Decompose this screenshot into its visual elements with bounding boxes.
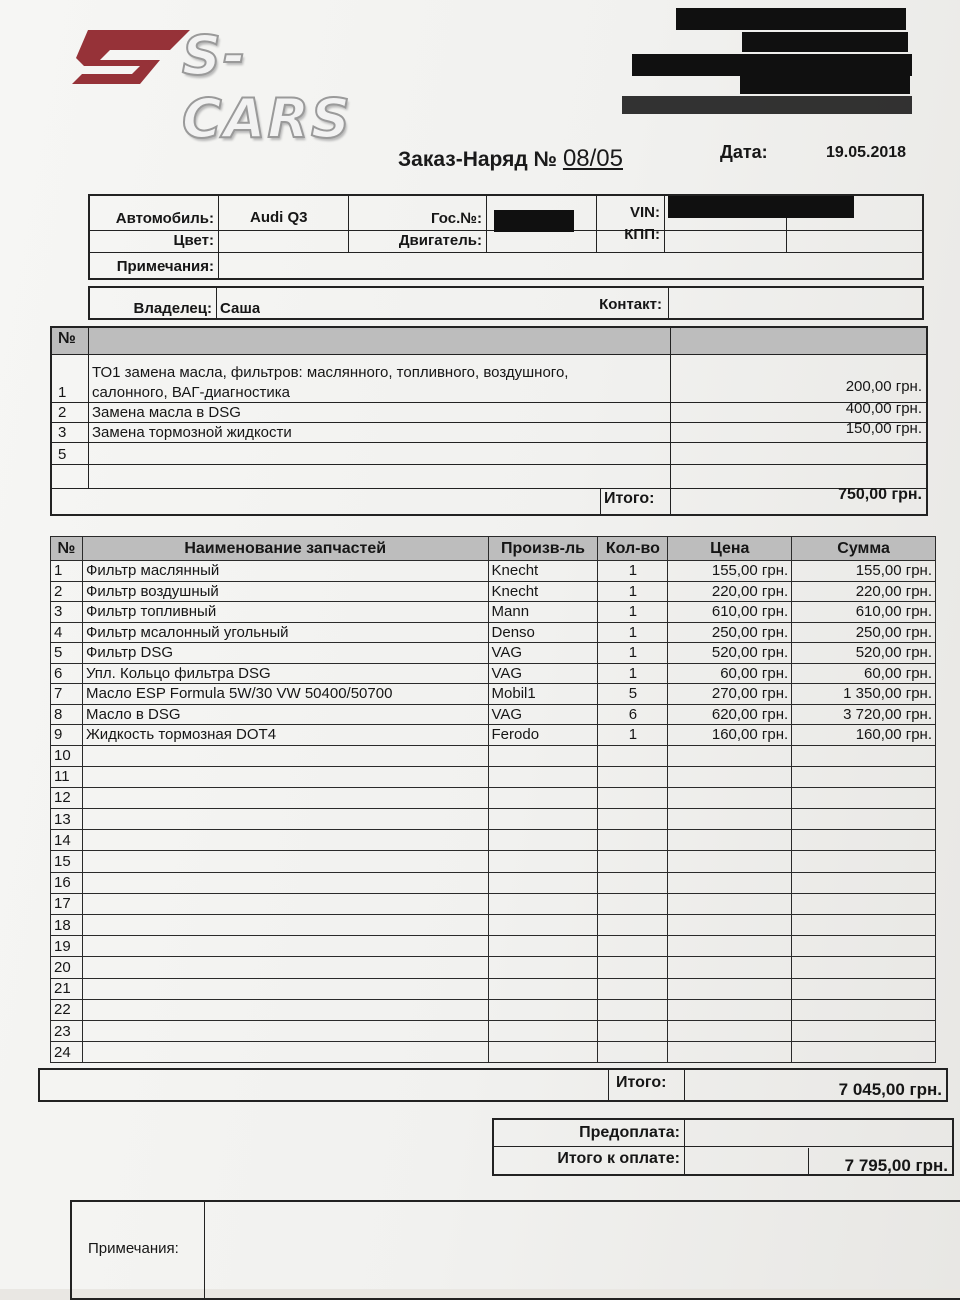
part-maker-cell: Knecht (488, 561, 598, 582)
works-row-2-price: 400,00 грн. (845, 400, 922, 417)
works-row-1-num: 1 (58, 384, 67, 401)
due-value: 7 795,00 грн. (844, 1156, 948, 1175)
part-num-cell: 19 (51, 936, 83, 957)
logo-swoosh-icon (70, 22, 200, 92)
part-sum-cell (792, 1020, 936, 1041)
plate-label: Гос.№: (431, 210, 482, 227)
payment-block (492, 1118, 954, 1176)
table-row (51, 622, 936, 643)
part-num-cell: 14 (51, 830, 83, 851)
part-qty-cell: 6 (598, 704, 668, 725)
owner-block (88, 286, 924, 320)
part-sum-cell: 520,00 грн. (792, 643, 936, 664)
part-num-cell: 24 (51, 1042, 83, 1063)
date-value: 19.05.2018 (826, 144, 907, 161)
part-price-cell: 220,00 грн. (668, 581, 792, 602)
part-qty-cell (598, 893, 668, 914)
works-row-2-name: Замена масла в DSG (92, 404, 241, 421)
part-name-cell: Фильтр мсалонный угольный (82, 622, 488, 643)
part-sum-cell (792, 978, 936, 999)
table-row (51, 725, 936, 746)
part-num-cell: 18 (51, 915, 83, 936)
parts-price-header: Цена (668, 537, 792, 561)
part-num-cell: 21 (51, 978, 83, 999)
part-sum-cell: 610,00 грн. (792, 602, 936, 623)
part-sum-cell (792, 872, 936, 893)
part-maker-cell (488, 1020, 598, 1041)
vehicle-notes-label: Примечания: (116, 258, 214, 275)
part-qty-cell (598, 809, 668, 830)
part-qty-cell (598, 851, 668, 872)
part-maker-cell (488, 936, 598, 957)
part-name-cell: Упл. Кольцо фильтра DSG (82, 663, 488, 684)
part-sum-cell (792, 851, 936, 872)
part-sum-cell (792, 809, 936, 830)
part-maker-cell (488, 915, 598, 936)
table-row (51, 999, 936, 1020)
part-qty-cell (598, 787, 668, 808)
table-row (51, 581, 936, 602)
part-maker-cell: VAG (488, 663, 598, 684)
color-label: Цвет: (173, 232, 214, 249)
s-cars-logo (70, 22, 410, 150)
part-num-cell: 16 (51, 872, 83, 893)
part-price-cell: 610,00 грн. (668, 602, 792, 623)
part-qty-cell: 1 (598, 725, 668, 746)
works-row-3-name: Замена тормозной жидкости (92, 424, 292, 441)
due-label: Итого к оплате: (557, 1150, 680, 1167)
table-row (51, 830, 936, 851)
part-price-cell (668, 1020, 792, 1041)
part-maker-cell: Ferodo (488, 725, 598, 746)
parts-total-row (38, 1068, 948, 1102)
works-row-3-price: 150,00 грн. (845, 420, 922, 437)
part-price-cell (668, 957, 792, 978)
table-row (51, 936, 936, 957)
part-num-cell: 2 (51, 581, 83, 602)
redacted-plate (494, 210, 574, 232)
part-sum-cell (792, 787, 936, 808)
part-name-cell (82, 999, 488, 1020)
part-name-cell (82, 915, 488, 936)
part-sum-cell (792, 999, 936, 1020)
part-num-cell: 10 (51, 745, 83, 766)
table-row (51, 561, 936, 582)
table-row (51, 809, 936, 830)
part-price-cell: 160,00 грн. (668, 725, 792, 746)
parts-num-header: № (51, 537, 83, 561)
works-row-1-price: 200,00 грн. (845, 378, 922, 395)
page-title (398, 145, 623, 173)
part-qty-cell: 1 (598, 602, 668, 623)
part-num-cell: 1 (51, 561, 83, 582)
part-price-cell (668, 745, 792, 766)
table-row (51, 1020, 936, 1041)
part-price-cell (668, 872, 792, 893)
part-maker-cell (488, 851, 598, 872)
car-value: Audi Q3 (250, 209, 308, 226)
part-price-cell (668, 978, 792, 999)
works-num-header: № (58, 330, 76, 347)
part-num-cell: 5 (51, 643, 83, 664)
part-price-cell (668, 830, 792, 851)
part-name-cell (82, 766, 488, 787)
part-maker-cell (488, 766, 598, 787)
part-name-cell (82, 957, 488, 978)
owner-value: Саша (220, 300, 261, 317)
part-qty-cell (598, 1042, 668, 1063)
table-row (51, 978, 936, 999)
part-num-cell: 13 (51, 809, 83, 830)
part-sum-cell (792, 1042, 936, 1063)
date-label: Дата: (720, 142, 768, 162)
parts-qty-header: Кол-во (598, 537, 668, 561)
car-label: Автомобиль: (115, 210, 214, 227)
part-num-cell: 11 (51, 766, 83, 787)
part-qty-cell (598, 830, 668, 851)
part-maker-cell (488, 999, 598, 1020)
table-row (51, 957, 936, 978)
part-sum-cell (792, 893, 936, 914)
contact-label: Контакт: (599, 296, 662, 313)
table-row (51, 915, 936, 936)
table-row (51, 704, 936, 725)
works-total-label: Итого: (604, 490, 655, 507)
title-label: Заказ-Наряд № (398, 148, 557, 171)
part-num-cell: 22 (51, 999, 83, 1020)
table-row (51, 684, 936, 705)
part-num-cell: 17 (51, 893, 83, 914)
works-row-5-num: 5 (58, 446, 67, 463)
part-name-cell (82, 745, 488, 766)
part-qty-cell (598, 1020, 668, 1041)
part-qty-cell (598, 978, 668, 999)
part-sum-cell: 1 350,00 грн. (792, 684, 936, 705)
parts-total-value: 7 045,00 грн. (838, 1080, 942, 1099)
part-name-cell (82, 1042, 488, 1063)
part-qty-cell (598, 999, 668, 1020)
part-num-cell: 6 (51, 663, 83, 684)
part-name-cell (82, 978, 488, 999)
part-maker-cell (488, 872, 598, 893)
part-name-cell (82, 809, 488, 830)
part-num-cell: 7 (51, 684, 83, 705)
part-sum-cell: 220,00 грн. (792, 581, 936, 602)
part-name-cell: Фильтр DSG (82, 643, 488, 664)
part-price-cell (668, 936, 792, 957)
engine-label: Двигатель: (398, 232, 482, 249)
part-name-cell: Фильтр воздушный (82, 581, 488, 602)
works-row-1-name: ТО1 замена масла, фильтров: маслянного, топливного, воздушного, (92, 364, 569, 381)
parts-sum-header: Сумма (792, 537, 936, 561)
redacted-vin (668, 196, 854, 218)
part-sum-cell (792, 957, 936, 978)
part-num-cell: 4 (51, 622, 83, 643)
part-maker-cell: Knecht (488, 581, 598, 602)
owner-label: Владелец: (133, 300, 212, 317)
part-price-cell: 520,00 грн. (668, 643, 792, 664)
part-maker-cell (488, 957, 598, 978)
part-maker-cell (488, 978, 598, 999)
logo-text: S-CARS (182, 24, 352, 150)
part-price-cell (668, 893, 792, 914)
part-num-cell: 12 (51, 787, 83, 808)
part-name-cell (82, 872, 488, 893)
footer-notes-block (70, 1200, 960, 1300)
part-price-cell (668, 809, 792, 830)
part-price-cell: 155,00 грн. (668, 561, 792, 582)
part-qty-cell (598, 915, 668, 936)
part-maker-cell: Denso (488, 622, 598, 643)
table-row (51, 872, 936, 893)
part-name-cell (82, 830, 488, 851)
part-name-cell (82, 851, 488, 872)
part-maker-cell: Mann (488, 602, 598, 623)
parts-name-header: Наименование запчастей (82, 537, 488, 561)
works-row-2-num: 2 (58, 404, 67, 421)
part-qty-cell (598, 936, 668, 957)
part-price-cell: 620,00 грн. (668, 704, 792, 725)
works-row-3-num: 3 (58, 424, 67, 441)
parts-maker-header: Произв-ль (488, 537, 598, 561)
part-name-cell (82, 936, 488, 957)
part-qty-cell: 1 (598, 643, 668, 664)
part-maker-cell: VAG (488, 643, 598, 664)
part-qty-cell: 5 (598, 684, 668, 705)
part-maker-cell (488, 893, 598, 914)
part-sum-cell: 155,00 грн. (792, 561, 936, 582)
vehicle-block (88, 194, 924, 280)
part-qty-cell (598, 957, 668, 978)
part-price-cell (668, 787, 792, 808)
part-sum-cell: 160,00 грн. (792, 725, 936, 746)
gearbox-label: КПП: (624, 226, 660, 243)
part-maker-cell: Mobil1 (488, 684, 598, 705)
part-num-cell: 8 (51, 704, 83, 725)
part-maker-cell (488, 809, 598, 830)
part-qty-cell (598, 872, 668, 893)
table-row (51, 787, 936, 808)
part-price-cell (668, 851, 792, 872)
works-total-value: 750,00 грн. (838, 486, 922, 503)
part-qty-cell: 1 (598, 622, 668, 643)
part-price-cell (668, 915, 792, 936)
part-sum-cell (792, 745, 936, 766)
vin-label: VIN: (630, 204, 660, 221)
part-qty-cell (598, 766, 668, 787)
part-num-cell: 3 (51, 602, 83, 623)
table-row (51, 663, 936, 684)
part-price-cell (668, 766, 792, 787)
part-sum-cell (792, 915, 936, 936)
table-row (51, 893, 936, 914)
table-row (51, 1042, 936, 1063)
parts-total-label: Итого: (616, 1074, 667, 1091)
part-price-cell (668, 999, 792, 1020)
order-number: 08/05 (562, 145, 623, 172)
part-num-cell: 15 (51, 851, 83, 872)
table-row (51, 766, 936, 787)
works-table (50, 326, 928, 516)
footer-notes-label: Примечания: (88, 1240, 179, 1257)
part-qty-cell: 1 (598, 663, 668, 684)
part-price-cell: 60,00 грн. (668, 663, 792, 684)
table-row (51, 745, 936, 766)
part-price-cell (668, 1042, 792, 1063)
part-qty-cell (598, 745, 668, 766)
part-num-cell: 9 (51, 725, 83, 746)
part-price-cell: 270,00 грн. (668, 684, 792, 705)
part-name-cell (82, 893, 488, 914)
part-sum-cell (792, 830, 936, 851)
parts-table (50, 536, 936, 1063)
part-num-cell: 23 (51, 1020, 83, 1041)
part-price-cell: 250,00 грн. (668, 622, 792, 643)
part-name-cell (82, 1020, 488, 1041)
prepay-label: Предоплата: (579, 1124, 680, 1141)
part-sum-cell (792, 936, 936, 957)
part-maker-cell (488, 787, 598, 808)
part-name-cell: Фильтр маслянный (82, 561, 488, 582)
part-qty-cell: 1 (598, 581, 668, 602)
table-row (51, 602, 936, 623)
part-maker-cell (488, 745, 598, 766)
part-sum-cell (792, 766, 936, 787)
part-sum-cell: 3 720,00 грн. (792, 704, 936, 725)
part-maker-cell (488, 830, 598, 851)
part-name-cell: Масло ESP Formula 5W/30 VW 50400/50700 (82, 684, 488, 705)
part-num-cell: 20 (51, 957, 83, 978)
part-name-cell (82, 787, 488, 808)
part-maker-cell (488, 1042, 598, 1063)
part-name-cell: Жидкость тормозная DOT4 (82, 725, 488, 746)
part-name-cell: Фильтр топливный (82, 602, 488, 623)
table-row (51, 851, 936, 872)
part-sum-cell: 60,00 грн. (792, 663, 936, 684)
table-row (51, 643, 936, 664)
part-sum-cell: 250,00 грн. (792, 622, 936, 643)
part-qty-cell: 1 (598, 561, 668, 582)
parts-header-row (51, 537, 936, 561)
part-maker-cell: VAG (488, 704, 598, 725)
works-row-1-name-cont: салонного, ВАГ-диагностика (92, 384, 291, 401)
part-name-cell: Масло в DSG (82, 704, 488, 725)
